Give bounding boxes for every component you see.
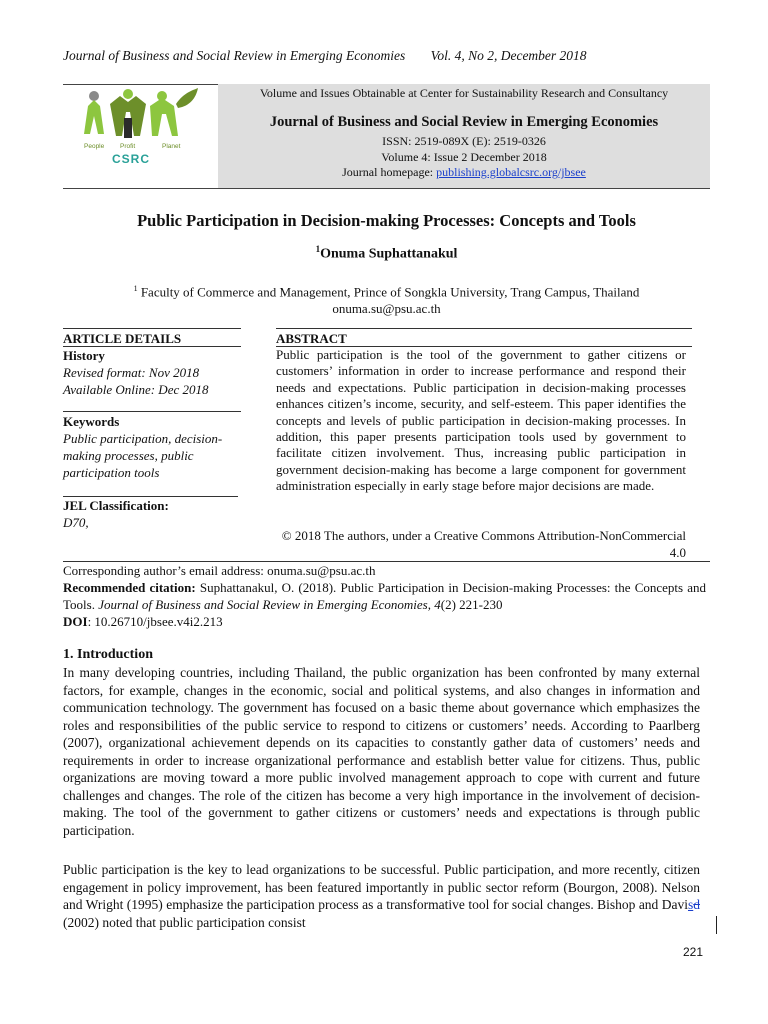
logo-word-profit: Profit [120,143,136,150]
jel-block [63,497,241,531]
doi-label: DOI [63,614,88,629]
available-date: Available Online: Dec 2018 [63,382,209,397]
volume-issue: Volume 4: Issue 2 December 2018 [381,150,547,164]
journal-name: Journal of Business and Social Review in Emerging Economies [269,114,659,130]
logo-word-planet: Planet [162,143,181,150]
citation-journal: Journal of Business and Social Review in Emerging Economies, 4 [98,597,441,612]
affiliation-text: Faculty of Commerce and Management, Prince of Songkla University, Trang Campus, Thailand [140,284,640,300]
csrc-logo [80,86,200,171]
article-title: Public Participation in Decision-making Processes: Concepts and Tools [137,211,636,230]
logo-brand: CSRC [112,152,151,166]
csrc-logo-graphic [80,86,200,171]
license-note: © 2018 The authors, under a Creative Commons Attribution-NonCommercial 4.0 [281,528,686,560]
homepage-link[interactable]: publishing.globalcsrc.org/jbsee [436,165,586,179]
author [63,244,710,263]
abstract-heading: ABSTRACT [276,331,347,346]
citation-label: Recommended citation: [63,580,196,595]
intro-paragraph-2 [63,861,700,931]
running-head-journal: Journal of Business and Social Review in Emerging Economies [63,48,406,63]
citation-pages: (2) 221-230 [440,597,503,612]
header-bottom-rule [63,188,710,189]
abstract-text: Public participation is the tool of the government to gather citizens or customers’ information in order to increase performance and respond their needs and expectations. Public participation in decision-making processes enhances citizen’s income, security, and self-esteem. This paper identifies the concepts and levels of public participation in decision-making processes. In addition, this paper presents participation tools used by government to facilitate citizen involvement. Thus, increasing public participation in government decision-making has become a large component for government administration especially in early stage before major decisions are made. [276,347,686,494]
abstract-top-rule [276,328,692,329]
journal-homepage [218,165,710,180]
details-top-rule [63,328,241,329]
running-head-volume: Vol. 4, No 2, December 2018 [430,48,587,63]
page-number: 221 [683,945,704,959]
history-block [63,347,241,398]
tracked-deletion: d [693,897,700,912]
jel-value: D70, [63,515,89,530]
publisher-line: Volume and Issues Obtainable at Center for Sustainability Research and Consultancy [259,86,669,100]
jel-label: JEL Classification: [63,498,169,513]
doi-value: : 10.26710/jbsee.v4i2.213 [87,614,223,629]
keywords-text: Public participation, decision-making processes, public participation tools [63,431,223,480]
history-label: History [63,348,105,363]
paragraph-2-text-end: (2002) noted that public participation consist [63,914,306,930]
author-email: onuma.su@psu.ac.th [332,301,441,317]
journal-info-box [218,84,710,188]
keywords-label: Keywords [63,414,120,429]
paragraph-2-text-start: Public participation is the key to lead organizations to be successful. Public participation, and more recently, citizen engagement in policy improvement, has been featured importantly in public sector reform (Bourgon, 2008). Nelson and Wright (1995) emphasize the participation process as a transformative tool for social changes. Bishop and Davi [63,862,700,912]
logo-word-people: People [84,143,105,150]
homepage-label: Journal homepage: [342,165,437,179]
intro-paragraph-1: In many developing countries, including Thailand, the public organization has been confronted by many external factors, for example, changes in the economic, social and political systems, and also changes in information and communication technology. The government has focused on a basic theme about governance which emphasizes the roles and responsibilities of the public service to respond to citizens or customers’ needs. According to Paarlberg (2007), organizational achievement depends on its capacities to constantly gather data of customers’ needs and requirements in order to increase organizational performance and establish better value for citizens. Thus, public organizations are moving toward a more public involved management approach to cope with current and future challenges and changes. The role of the citizen has become a very high importance in the involvement of decision-making. The tool of the government to gather citizens or customers’ needs and expectations is through public participation. [63,665,700,838]
revised-date: Revised format: Nov 2018 [63,365,200,380]
citation-text: Suphattanakul, O. (2018). Public Participation in Decision-making Processes: the Concepts and Tools. [63,580,706,612]
text-cursor [716,916,717,934]
keywords-block [63,413,241,481]
issn: ISSN: 2519-089X (E): 2519-0326 [382,134,546,148]
section-heading-introduction: 1. Introduction [63,647,153,662]
doi-line [63,613,706,630]
affiliation-superscript: 1 [133,284,138,293]
corresponding-author: Corresponding author’s email address: onuma.su@psu.ac.th [63,563,376,578]
article-details-heading: ARTICLE DETAILS [63,331,182,346]
author-superscript: 1 [315,244,321,254]
history-rule [63,411,241,412]
tracked-insertion: s [687,897,694,912]
recommended-citation [63,579,706,613]
running-head [63,48,587,64]
affiliation [63,280,710,317]
author-name: Onuma Suphattanakul [320,246,458,262]
